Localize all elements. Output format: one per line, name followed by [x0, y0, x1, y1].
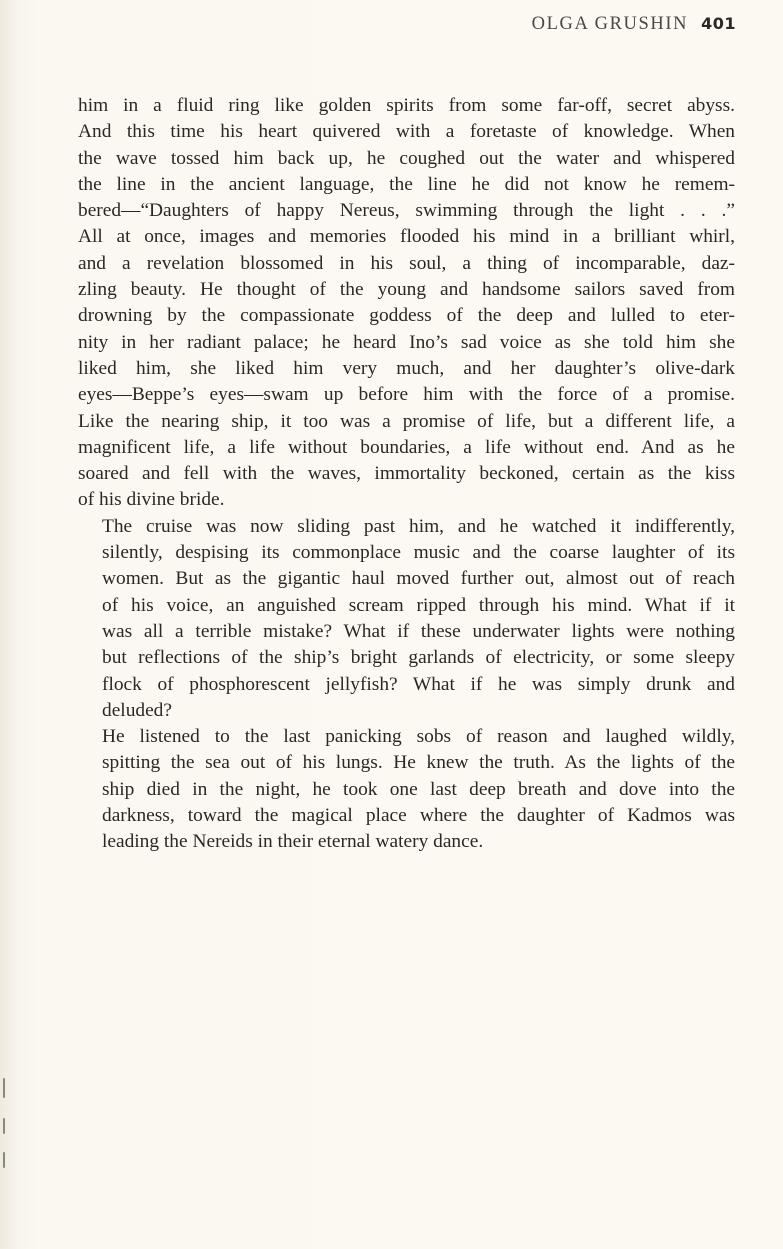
- text-line: drowning by the compassionate goddess of the deep and lulled to eter-: [78, 305, 735, 327]
- text-line: but reflections of the ship’s bright garlands of electricity, or some sleepy: [102, 647, 735, 669]
- paragraph: [78, 724, 735, 855]
- text-line: soared and fell with the waves, immortality beckoned, certain as the kiss: [78, 463, 735, 485]
- text-line: The cruise was now sliding past him, and he watched it indifferently,: [102, 515, 735, 537]
- text-line: silently, despising its commonplace music and the coarse laughter of its: [102, 542, 735, 564]
- text-line: leading the Nereids in their eternal watery dance.: [102, 831, 484, 853]
- text-line: the line in the ancient language, the line he did not know he remem-: [78, 173, 735, 195]
- text-line: ship died in the night, he took one last deep breath and dove into the: [102, 778, 735, 800]
- page-number: 401: [701, 14, 736, 33]
- text-line: magnificent life, a life without boundaries, a life without end. And as he: [78, 436, 735, 458]
- paragraph: [78, 93, 735, 514]
- binding-edge-mark: [3, 1078, 5, 1098]
- running-head: [532, 14, 736, 38]
- text-line: eyes—Beppe’s eyes—swam up before him with the force of a promise.: [78, 384, 735, 406]
- text-line: nity in her radiant palace; he heard Ino’s sad voice as she told him she: [78, 331, 735, 353]
- text-line: women. But as the gigantic haul moved further out, almost out of reach: [102, 568, 735, 590]
- text-line: And this time his heart quivered with a foretaste of knowledge. When: [78, 121, 735, 143]
- paragraph: [78, 514, 735, 724]
- text-line: was all a terrible mistake? What if these underwater lights were nothing: [102, 620, 735, 642]
- text-line: of his divine bride.: [78, 489, 225, 511]
- body-text: [78, 93, 735, 856]
- text-line: liked him, she liked him very much, and her daughter’s olive-dark: [78, 357, 735, 379]
- text-line: darkness, toward the magical place where the daughter of Kadmos was: [102, 805, 735, 827]
- text-line: All at once, images and memories flooded his mind in a brilliant whirl,: [78, 226, 735, 248]
- text-line: zling beauty. He thought of the young and handsome sailors saved from: [78, 279, 735, 301]
- text-line: deluded?: [102, 699, 172, 721]
- text-line: bered—“Daughters of happy Nereus, swimming through the light . . .”: [78, 200, 735, 222]
- text-line: him in a fluid ring like golden spirits from some far-off, secret abyss.: [78, 95, 735, 116]
- text-line: the wave tossed him back up, he coughed out the water and whispered: [78, 147, 735, 169]
- running-head-author: OLGA GRUSHIN: [531, 14, 689, 34]
- binding-edge-mark: [3, 1118, 5, 1134]
- binding-edge-mark: [3, 1152, 5, 1168]
- text-line: of his voice, an anguished scream ripped through his mind. What if it: [102, 594, 735, 616]
- text-line: He listened to the last panicking sobs of reason and laughed wildly,: [102, 726, 735, 748]
- text-line: and a revelation blossomed in his soul, a thing of incomparable, daz-: [78, 252, 735, 274]
- text-line: spitting the sea out of his lungs. He knew the truth. As the lights of the: [102, 752, 735, 774]
- text-line: Like the nearing ship, it too was a promise of life, but a different life, a: [78, 410, 735, 432]
- text-line: flock of phosphorescent jellyfish? What if he was simply drunk and: [102, 673, 735, 695]
